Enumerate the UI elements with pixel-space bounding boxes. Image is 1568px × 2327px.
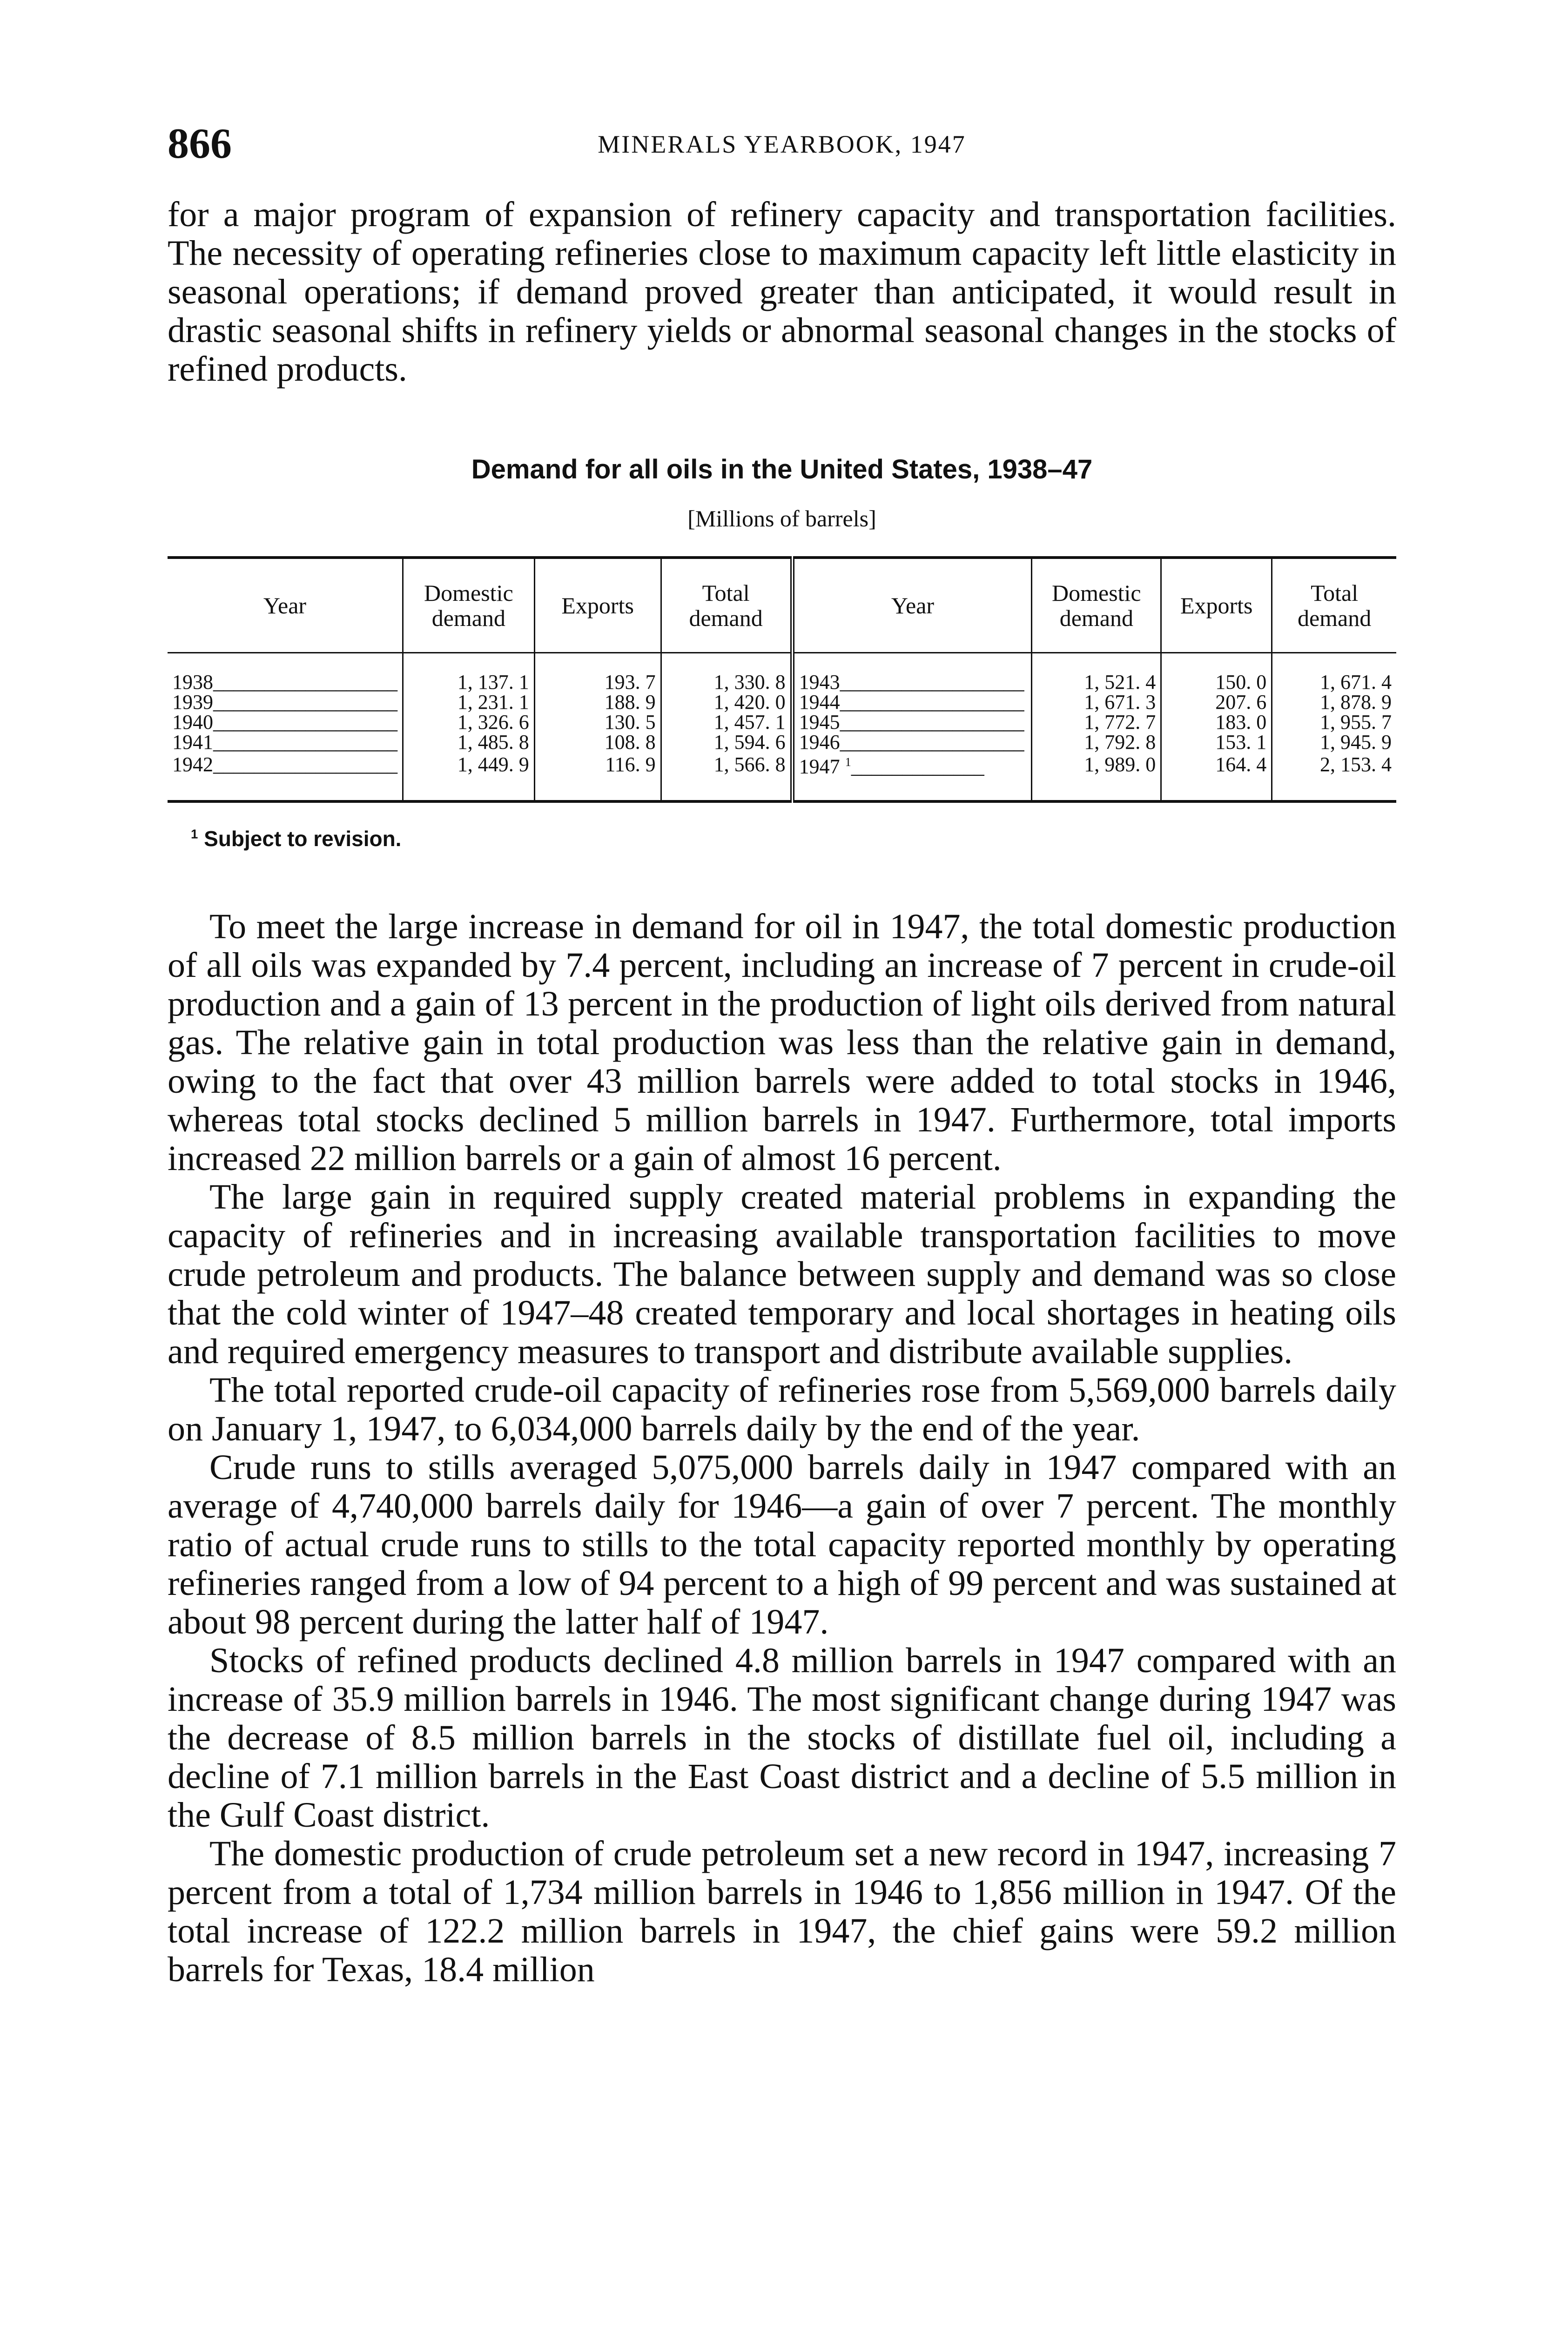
col-header-year-2: Year [792,558,1032,653]
table-footnote [191,826,401,851]
domestic-demand-cell: 1, 326. 6 [403,712,535,732]
col-header-year: Year [168,558,403,653]
total-demand-cell: 1, 878. 9 [1320,691,1392,713]
paragraph-stocks: Stocks of refined products declined 4.8 million barrels in 1947 compared with an increase of 35.9 million barrels in 1946. The most significant change during 1947 was the decrease of 8.5 million barrels in the stocks of distillate fuel oil, including a decline of 7.1 million barrels in the East Coast district and a decline of 5.5 million in the Gulf Coast district. [168,1641,1396,1835]
domestic-demand-cell: 1, 137. 1 [403,653,535,693]
table-unit: [Millions of barrels] [687,505,876,531]
col-header-domestic-demand: Domestic demand [403,558,535,653]
col-header-total-demand: Total demand [661,558,792,653]
col-header-exports: Exports [534,558,661,653]
domestic-demand-cell: 1, 671. 3 [1032,692,1161,712]
total-demand-cell: 1, 594. 6 [661,732,792,752]
domestic-demand-cell: 1, 485. 8 [403,732,535,752]
domestic-demand-cell: 1, 231. 1 [403,692,535,712]
total-demand-cell: 2, 153. 4 [1320,753,1392,776]
year-cell: 1943 [799,671,840,693]
paragraph-demand-growth: To meet the large increase in demand for oil in 1947, the total domestic production of all oils was expanded by 7.4 percent, including an increase of 7 percent in crude-oil production and a gain of 13 percent in the production of light oils derived from natural gas. The relative gain in total production was less than the relative gain in demand, owing to the fact that over 43 million barrels were added to total stocks in 1946, whereas total stocks declined 5 million barrels in 1947. Furthermore, total imports increased 22 million barrels or a gain of almost 16 percent. [168,907,1396,1178]
table-row: 1939__________________ 1, 231. 1 188. 9 1, 420. 0 1944__________________ 1, 671. 3 207. 6 1, 878. 9 [168,692,1396,712]
year-cell: 1946 [799,731,840,753]
running-head: MINERALS YEARBOOK, 1947 [598,130,966,158]
year-cell: 1944 [799,691,840,713]
table-row: 1942__________________ 1, 449. 9 116. 9 1, 566. 8 1947 $^1$_____________ 1, 989. 0 164. 4 2, 153. 4 [168,752,1396,801]
total-demand-cell: 1, 330. 8 [661,653,792,693]
domestic-demand-cell: 1, 772. 7 [1032,712,1161,732]
paragraph-refinery-capacity: The total reported crude-oil capacity of refineries rose from 5,569,000 barrels daily on January 1, 1947, to 6,034,000 barrels daily by the end of the year. [168,1371,1396,1448]
footnote-number: 1 [191,827,198,841]
page-number: 866 [168,120,232,167]
col-header-exports-2: Exports [1161,558,1272,653]
paragraph-crude-production: The domestic production of crude petroleum set a new record in 1947, increasing 7 percent from a total of 1,734 million barrels in 1946 to 1,856 million in 1947. Of the total increase of 122.2 million barrels in 1947, the chief gains were 59.2 million barrels for Texas, 18.4 million [168,1834,1396,1989]
year-cell: 1945 [799,711,840,733]
total-demand-cell: 1, 955. 7 [1320,711,1392,733]
year-cell: 1942 [172,753,213,776]
domestic-demand-cell: 1, 521. 4 [1032,653,1161,693]
table-row: 1938__________________ 1, 137. 1 193. 7 1, 330. 8 1943__________________ 1, 521. 4 150. 0 1, 671. 4 [168,653,1396,693]
total-demand-cell: 1, 671. 4 [1320,671,1392,693]
total-demand-cell: 1, 420. 0 [661,692,792,712]
table-title: Demand for all oils in the United States, 1938–47 [471,454,1093,484]
footnote-text: Subject to revision. [204,827,402,851]
exports-cell: 150. 0 [1161,653,1272,693]
domestic-demand-cell: 1, 449. 9 [403,752,535,801]
table-row: 1940__________________ 1, 326. 6 130. 5 1, 457. 1 1945__________________ 1, 772. 7 183. 0 1, 955. 7 [168,712,1396,732]
year-cell: 1939 [172,691,213,713]
demand-table [168,556,1396,803]
intro-paragraph: for a major program of expansion of refinery capacity and transportation facilities. The necessity of operating refineries close to maximum capacity left little elasticity in seasonal operations; if demand proved greater than anticipated, it would result in drastic seasonal shifts in refinery yields or abnormal seasonal changes in the stocks of refined products. [168,195,1396,389]
exports-cell: 108. 8 [534,732,661,752]
year-cell: 1938 [172,671,213,693]
col-header-total-demand-2: Total demand [1272,558,1396,653]
paragraph-supply-problems: The large gain in required supply created material problems in expanding the capacity of refineries and in increasing available transportation facilities to move crude petroleum and products. The balance between supply and demand was so close that the cold winter of 1947–48 created temporary and local shortages in heating oils and required emergency measures to transport and distribute available supplies. [168,1177,1396,1371]
total-demand-cell: 1, 566. 8 [661,752,792,801]
year-cell: 1941 [172,731,213,753]
paragraph-crude-runs: Crude runs to stills averaged 5,075,000 barrels daily in 1947 compared with an average of 4,740,000 barrels daily for 1946—a gain of over 7 percent. The monthly ratio of actual crude runs to stills to the total capacity reported monthly by operating refineries ranged from a low of 94 percent to a high of 99 percent and was sustained at about 98 percent during the latter half of 1947. [168,1448,1396,1641]
footnote-marker: 1 [845,755,851,769]
intro-text-block [168,195,1396,389]
exports-cell: 207. 6 [1161,692,1272,712]
year-cell: 1947 [799,755,840,778]
table-header-row [168,558,1396,653]
col-header-domestic-demand-2: Domestic demand [1032,558,1161,653]
exports-cell: 193. 7 [534,653,661,693]
exports-cell: 130. 5 [534,712,661,732]
table-row: 1941__________________ 1, 485. 8 108. 8 1, 594. 6 1946__________________ 1, 792. 8 153. 1 1, 945. 9 [168,732,1396,752]
total-demand-cell: 1, 945. 9 [1320,731,1392,753]
exports-cell: 188. 9 [534,692,661,712]
exports-cell: 183. 0 [1161,712,1272,732]
year-cell: 1940 [172,711,213,733]
domestic-demand-cell: 1, 792. 8 [1032,732,1161,752]
total-demand-cell: 1, 457. 1 [661,712,792,732]
page-header [168,119,1396,170]
exports-cell: 116. 9 [534,752,661,801]
exports-cell: 164. 4 [1161,752,1272,801]
exports-cell: 153. 1 [1161,732,1272,752]
body-text-block [168,908,1396,1989]
domestic-demand-cell: 1, 989. 0 [1032,752,1161,801]
